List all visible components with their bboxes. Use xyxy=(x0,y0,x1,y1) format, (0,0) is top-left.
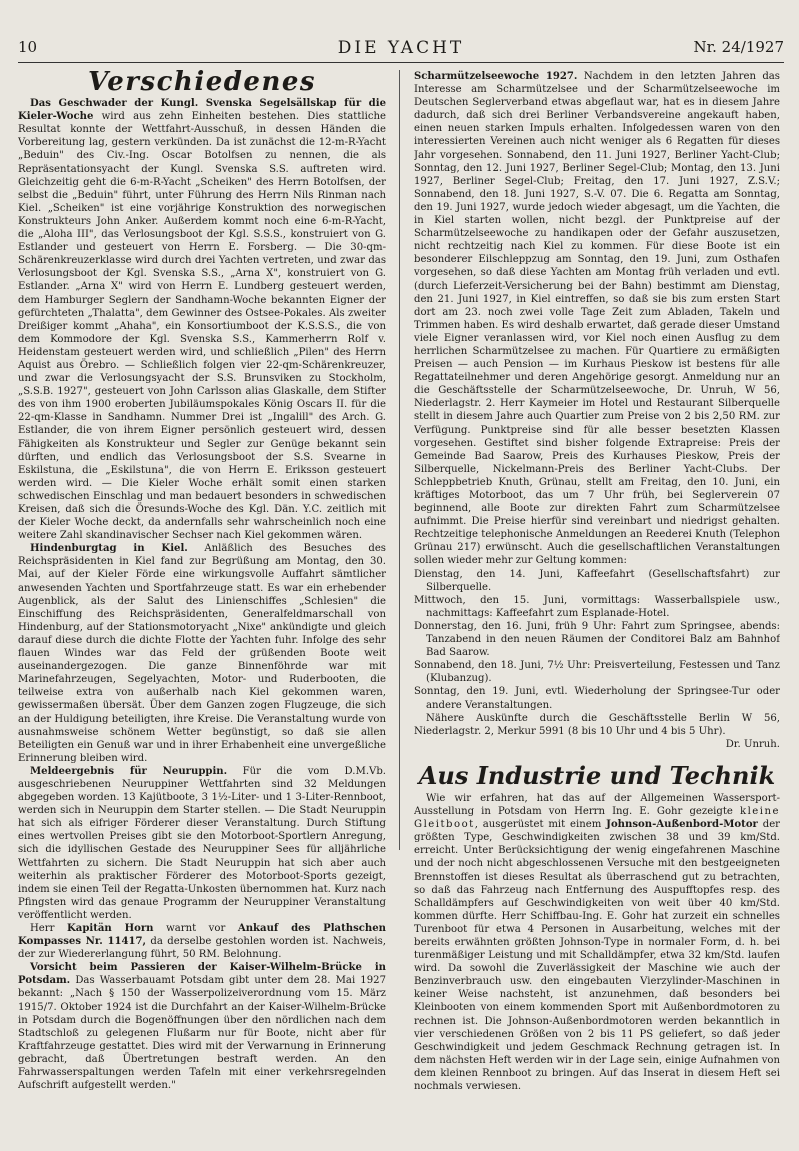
section-title-verschiedenes: Verschiedenes xyxy=(87,70,317,97)
event-item: Sonnabend, den 18. Juni, 7½ Uhr: Preisverteilung, Festessen und Tanz (Klubanzug). xyxy=(414,660,780,685)
article-body: wird aus zehn Einheiten bestehen. Dies stattliche Resultat konnte der Wettfahrt-Ausschuß, in dessen Händen die Vorbereitung lag, gestern verkünden. Da ist zunächst die 12-m-R-Yacht „Beduin" des Civ.-Ing. Oscar Botolfsen zu nennen, die als Repräsentationsyacht der Kungl. Svenska S.S. auftreten wird. Gleichzeitig geht die 6-m-R-Yacht „Scheiken" des Herrn Botolfsen, der selbst die „Beduin" führt, unter Führung des Herrn Nils Rinman nach Kiel. „Scheiken" ist eine vorjährige Konstruktion des norwegischen Konstrukteurs John Anker. Außerdem kommt noch eine 6-m-R-Yacht, die „Aloha III", das Verlosungsboot der Kgl. S.S.S., konstruiert von G. Estlander und gesteuert von Herrn E. Forsberg. — Die 30-qm-Schärenkreuzerklasse wird durch drei Yachten vertreten, und zwar das Verlosungsboot der Kgl. Svenska S.S., „Arna X", konstruiert von G. Estlander. „Arna X" wird von Herrn E. Lundberg gesteuert werden, dem Hamburger Seglern der Sandhamn-Woche bekannten Eigner der gefürchteten „Thalatta", dem Gewinner des Ostsee-Pokales. Als zweiter Dreißiger kommt „Ahaha", ein Konsortiumboot der K.S.S.S., die von dem Kommodore der Kgl. Svenska S.S., Kammerherrn Rolf v. Heidenstam gesteuert werden wird, und schließlich „Pilen" des Herrn Aquist aus Örebro. — Schließlich folgen vier 22-qm-Schärenkreuzer, und zwar die Verlosungsyacht der S.S. Brunsviken zu Stockholm, „S.S.B. 1927", gesteuert von John Carlsson alias Glaskalle, dem Stifter des von ihm 1900 eroberten Jubiläumspokales König Oscars II. für die 22-qm-Klasse in Sandhamn. Nummer Drei ist „Ingalill" des Arch. G. Estlander, die von ihrem Eigner persönlich gesteuert wird, dessen Fähigkeiten als Konstrukteur und Segler zur Genüge bekannt sein dürften, und endlich das Verlosungsboot der S.S. Svearne in Eskilstuna, die „Eskilstuna", die von Herrn E. Eriksson gesteuert werden wird. — Die Kieler Woche erhält somit einen starken schwedischen Einschlag und man bedauert besonders in schwedischen Kreisen, daß sich die Öresunds-Woche des Kgl. Dän. Y.C. zeitlich mit der Kieler Woche deckt, da andernfalls sehr wahrscheinlich noch eine weitere Zahl skandinavischer Sechser nach Kiel gekommen wären. xyxy=(18,111,386,542)
section-title-industrie: Aus Industrie und Technik xyxy=(418,760,776,790)
article-neuruppin xyxy=(18,765,386,922)
article-head: Das Geschwader der Kungl. Svenska Segelsällskap für die Kieler-Woche xyxy=(18,98,386,123)
event-item: Sonntag, den 19. Juni, evtl. Wiederholung der Springsee-Tur oder andere Veranstaltungen. xyxy=(414,686,780,711)
article-head: Meldeergebnis für Neuruppin. xyxy=(30,765,228,777)
article-geschwader xyxy=(18,97,386,542)
magazine-title: DIE YACHT xyxy=(337,38,465,58)
article-hindenburgtag xyxy=(18,542,386,765)
right-column xyxy=(414,70,780,1140)
article-body: Nachdem in den letzten Jahren das Interesse am Scharmützelsee und der Scharmützelseewoche im Deutschen Seglerverband etwas abgeflaut war, hat es in diesem Jahre dadurch, daß sich drei Berliner Verbandsvereine angekauft haben, einen neuen starken Impuls erhalten. Infolgedessen waren von den interessierten Vereinen auch nicht weniger als 6 Regatten für dieses Jahr vorgesehen. Sonnabend, den 11. Juni 1927, Berliner Yacht-Club; Sonntag, den 12. Juni 1927, Berliner Segel-Club; Montag, den 13. Juni 1927, Berliner Segel-Club; Freitag, den 17. Juni 1927, Z.S.V.; Sonnabend, den 18. Juni 1927, S.-V. 07. Die 6. Regatta am Sonntag, den 19. Juni 1927, wurde jedoch wieder abgesagt, um die Yachten, die in Kiel starten wollen, nicht bezgl. der Punktpreise auf der Scharmützelseewoche zu handikapen oder der Gefahr auszusetzen, nicht rechtzeitig nach Kiel zu kommen. Für diese Boote ist ein besonderer Eilschleppzug am Sonntag, den 19. Juni, zum Osthafen vorgesehen, so daß diese Yachten am Montag früh verladen und evtl. (durch Lieferzeit-Versicherung bei der Bahn) bestimmt am Dienstag, den 21. Juni 1927, in Kiel eintreffen, so daß sie bis zum ersten Start dort am 23. noch zwei volle Tage Zeit zum Abladen, Takeln und Trimmen haben. Es wird deshalb erwartet, daß gerade dieser Umstand viele Eigner veranlassen wird, vor Kiel noch einen Ausflug zu dem herrlichen Scharmützelsee zu machen. Für Quartiere zu ermäßigten Preisen — auch Pension — im Kurhaus Pieskow ist bestens für alle Regattateilnehmer und deren Angehörige gesorgt. Anmeldung nur an die Geschäftsstelle der Scharmützelseewoche, Dr. Unruh, W 56, Niederlagstr. 2. Herr Kaymeier im Hotel und Restaurant Silberquelle stellt in diesem Jahre auch Quartier zum Preise von 2 bis 2,50 RM. zur Verfügung. Punktpreise sind für alle besser besetzten Klassen vorgesehen. Gestiftet sind bisher folgende Extrapreise: Preis der Gemeinde Bad Saarow, Preis des Kurhauses Pieskow, Preis der Silberquelle, Nickelmann-Preis des Berliner Yacht-Clubs. Der Schleppbetrieb Knuth, Grünau, stellt am Freitag, den 10. Juni, ein kräftiges Motorboot, das um 7 Uhr früh, bei Seglerverein 07 beginnend, alle Boote zur direkten Fahrt zum Scharmützelsee aufnimmt. Die Preise hierfür sind vereinbart und niedrigst gehalten. Rechtzeitige telephonische Anmeldungen an Reederei Knuth (Telephon Grünau 217) erwünscht. Auch die gesellschaftlichen Veranstaltungen sollen wieder mehr zur Geltung kommen: xyxy=(414,71,780,567)
page-number: 10 xyxy=(18,38,38,56)
event-item: Dienstag, den 14. Juni, Kaffeefahrt (Gesellschaftsfahrt) zur Silberquelle. xyxy=(414,568,780,593)
event-item: Donnerstag, den 16. Juni, früh 9 Uhr: Fahrt zum Springsee, abends: Tanzabend in den neuen Räumen der Conditorei Balz am Bahnhof Bad Saarow. xyxy=(414,620,780,659)
article-gleitboot: Wie wir erfahren, hat das auf der Allgemeinen Wassersport-Ausstellung in Potsdam von Herrn Ing. E. Gohr gezeigte kleine Gleitboot, ausgerüstet mit einem Johnson-Außenbord-Motor der größten Type, Geschwindigkeiten zwischen 38 und 39 km/Std. erreicht. Unter Berücksichtigung der wenig eingefahrenen Maschine und der noch nicht abgeschlossenen Versuche mit den bestgeeigneten Brennstoffen ist dieses Resultat als überraschend gut zu betrachten, so daß das Fahrzeug nach Entfernung des Auspufftopfes resp. des Schalldämpfers auf Geschwindigkeiten von weit über 40 km/Std. kommen dürfte. Herr Schiffbau-Ing. E. Gohr hat zurzeit ein schnelles Turenboot für etwa 4 Personen in Ausarbeitung, welches mit der bereits erwähnten größten Johnson-Type in normaler Form, d. h. bei turenmäßiger Leistung und mit Schalldämpfer, etwa 32 km/Std. laufen wird. Da sowohl die Zuverlässigkeit der Maschine wie auch der Benzinverbrauch usw. den eingebauten Vierzylinder-Maschinen in keiner Weise nachsteht, ist anzunehmen, daß besonders bei Kleinbooten von einem kommenden Sport mit Außenbordmotoren zu rechnen ist. Die Johnson-Außenbordmotoren werden bekanntlich in vier verschiedenen Größen von 2 bis 11 PS geliefert, so daß jeder Geschwindigkeit und jedem Geschmack Rechnung getragen ist. In dem nächsten Heft werden wir in der Lage sein, einige Aufnahmen von dem kleinen Rennboot zu bringen. Auf das Inserat in diesem Heft sei nochmals verwiesen. xyxy=(414,792,780,1093)
article-head: Hindenburgtag in Kiel. xyxy=(30,543,188,555)
article-closing: Nähere Auskünfte durch die Geschäftsstelle Berlin W 56, Niederlagstr. 2, Merkur 5991 (8 bis 10 Uhr und 4 bis 5 Uhr). xyxy=(414,712,780,737)
left-column xyxy=(18,70,386,1140)
article-body: Für die vom D.M.Vb. ausgeschriebenen Neuruppiner Wettfahrten sind 32 Meldungen abgegeben worden. 13 Kajütboote, 3 1½-Liter- und 1 3-Liter-Rennboot, werden sich in Neuruppin dem Starter stellen. — Die Stadt Neuruppin hat sich als eifriger Förderer dieser Veranstaltung. Durch Stiftung eines wertvollen Preises gibt sie den Motorboot-Sportlern Anregung, sich die idyllischen Gestade des Neuruppiner Sees für alljährliche Wettfahrten zu sichern. Die Stadt Neuruppin hat sich aber auch weiterhin als praktischer Förderer des Motorboot-Sports gezeigt, indem sie einen Teil der Regatta-Unkosten übernommen hat. Kurz nach Pfingsten wird das genaue Programm der Neuruppiner Veranstaltung veröffentlicht werden. xyxy=(18,765,386,921)
issue-number: Nr. 24/1927 xyxy=(693,38,784,56)
article-potsdam-bruecke xyxy=(18,961,386,1092)
article-body: Das Wasserbauamt Potsdam gibt unter dem 28. Mai 1927 bekannt: „Nach § 150 der Wasserpolizeiverordnung vom 15. März 1915/7. Oktober 1924 ist die Durchfahrt an der Kaiser-Wilhelm-Brücke in Potsdam durch die Bogenöffnungen über den nördlichen nach dem Stadtschloß zu gelegenen Flußarm nur für Boote, nicht aber für Kraftfahrzeuge gestattet. Dies wird mit der Verwarnung in Erinnerung gebracht, daß Übertretungen bestraft werden. An den Fahrwasserspaltungen werden Tafeln mit einer verkehrsregelnden Aufschrift aufgestellt werden." xyxy=(18,975,386,1092)
article-head: Vorsicht beim Passieren der Kaiser-Wilhelm-Brücke in Potsdam. xyxy=(18,962,386,987)
event-item: Mittwoch, den 15. Juni, vormittags: Wasserballspiele usw., nachmittags: Kaffeefahrt zum Esplanade-Hotel. xyxy=(414,594,780,619)
header-rule xyxy=(18,62,784,63)
event-list xyxy=(414,568,780,712)
article-signature: Dr. Unruh. xyxy=(725,738,780,750)
page-header xyxy=(18,38,784,60)
article-body: Anläßlich des Besuches des Reichspräsidenten in Kiel fand zur Begrüßung am Montag, den 30. Mai, auf der Kieler Förde eine wirkungsvolle Auffahrt sämtlicher anwesenden Yachten und Sportfahrzeuge statt. Es war ein erhebender Augenblick, als der Salut des Linienschiffes „Schlesien" die Einschiffung des Reichspräsidenten, Generalfeldmarschall von Hindenburg, auf der Stationsmotoryacht „Nixe" ankündigte und gleich darauf diese durch die dichte Flotte der Yachten fuhr. Infolge des sehr flauen Windes war das Feld der grüßenden Boote weit auseinandergezogen. Die ganze Binnenföhrde war mit Marinefahrzeugen, Segelyachten, Motor- und Ruderbooten, die teilweise extra von außerhalb nach Kiel gekommen waren, gewissermaßen übersät. Über dem Ganzen zogen Flugzeuge, die sich an der Huldigung beteiligten, ihre Kreise. Die Veranstaltung wurde von ausnahmsweise schönem Wetter begünstigt, so daß sie allen Beteiligten ein Genuß war und in ihrer Erhabenheit eine unvergeßliche Erinnerung bleiben wird. xyxy=(18,543,386,764)
column-rule xyxy=(399,70,400,850)
article-head: Scharmützelseewoche 1927. xyxy=(414,71,578,82)
article-kompass: Herr Kapitän Horn warnt vor Ankauf des Plathschen Kompasses Nr. 11417, da derselbe gestohlen worden ist. Nachweis, der zur Wiedererlangung führt, 50 RM. Belohnung. xyxy=(18,923,386,961)
article-scharmuetzelseewoche xyxy=(414,70,780,568)
